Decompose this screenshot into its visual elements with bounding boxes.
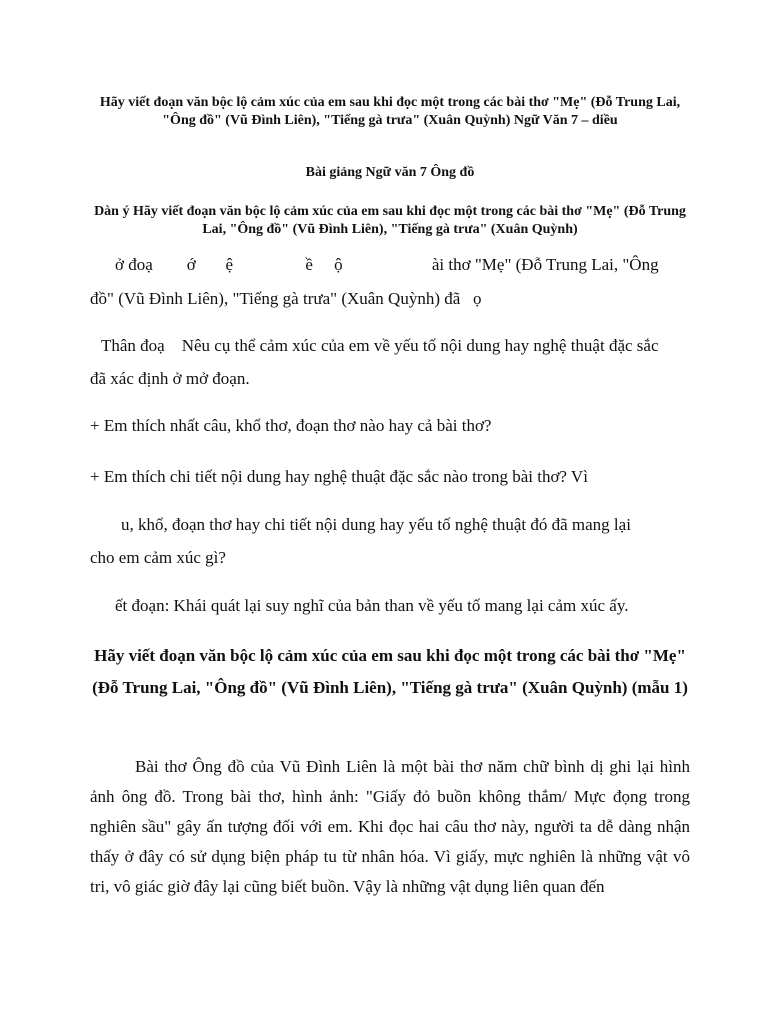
sample-heading: Hãy viết đoạn văn bộc lộ cảm xúc của em sau khi đọc một trong các bài thơ "Mẹ" (Đỗ Trung Lai, "Ông đồ" (Vũ Đình Liên), "Tiếng gà trưa" (Xuân Quỳnh) (mẫu 1): [92, 646, 688, 697]
outline-question-1: + Em thích nhất câu, khổ thơ, đoạn thơ nào hay cả bài thơ?: [90, 416, 492, 435]
outline-heading: Dàn ý Hãy viết đoạn văn bộc lộ cảm xúc của em sau khi đọc một trong các bài thơ "Mẹ" (Đỗ Trung Lai, "Ông đồ" (Vũ Đình Liên), "Tiếng gà trưa" (Xuân Quỳnh): [94, 204, 686, 237]
outline-body-line-1: Thân đoạ Nêu cụ thể cảm xúc của em về yếu tố nội dung hay nghệ thuật đặc sắc: [101, 336, 659, 355]
outline-open-line-2: đồ" (Vũ Đình Liên), "Tiếng gà trưa" (Xuân Quỳnh) đã ọ: [90, 289, 482, 308]
outline-question-3-line-2: cho em cảm xúc gì?: [90, 548, 226, 567]
outline-question-2: + Em thích chi tiết nội dung hay nghệ thuật đặc sắc nào trong bài thơ? Vì: [90, 467, 588, 486]
outline-body-line-2: đã xác định ở mở đoạn.: [90, 369, 250, 388]
sample-paragraph: Bài thơ Ông đồ của Vũ Đình Liên là một bài thơ năm chữ bình dị ghi lại hình ảnh ông đồ. Trong bài thơ, hình ảnh: "Giấy đỏ buồn không thắm/ Mực đọng trong nghiên sầu" gây ấn tượng đối với em. Khi đọc hai câu thơ này, người ta dễ dàng nhận thấy ở đây có sử dụng biện pháp tu từ nhân hóa. Vì giấy, mực nghiên là những vật vô tri, vô giác giờ đây lại cũng biết buồn. Vậy là những vật dụng liên quan đến: [90, 757, 690, 896]
document-subtitle: Bài giảng Ngữ văn 7 Ông đồ: [305, 165, 475, 180]
outline-open-line-1: ở đoạ ớ ệ ề ộ ài thơ "Mẹ" (Đỗ Trung Lai, "Ông: [115, 255, 659, 274]
document-title: Hãy viết đoạn văn bộc lộ cảm xúc của em sau khi đọc một trong các bài thơ "Mẹ" (Đỗ Trung Lai, "Ông đồ" (Vũ Đình Liên), "Tiếng gà trưa" (Xuân Quỳnh) Ngữ Văn 7 – diều: [99, 95, 681, 128]
outline-conclusion: ết đoạn: Khái quát lại suy nghĩ của bản than về yếu tố mang lại cảm xúc ấy.: [115, 596, 629, 615]
outline-question-3-line-1: u, khổ, đoạn thơ hay chi tiết nội dung hay yếu tố nghệ thuật đó đã mang lại: [121, 515, 631, 534]
